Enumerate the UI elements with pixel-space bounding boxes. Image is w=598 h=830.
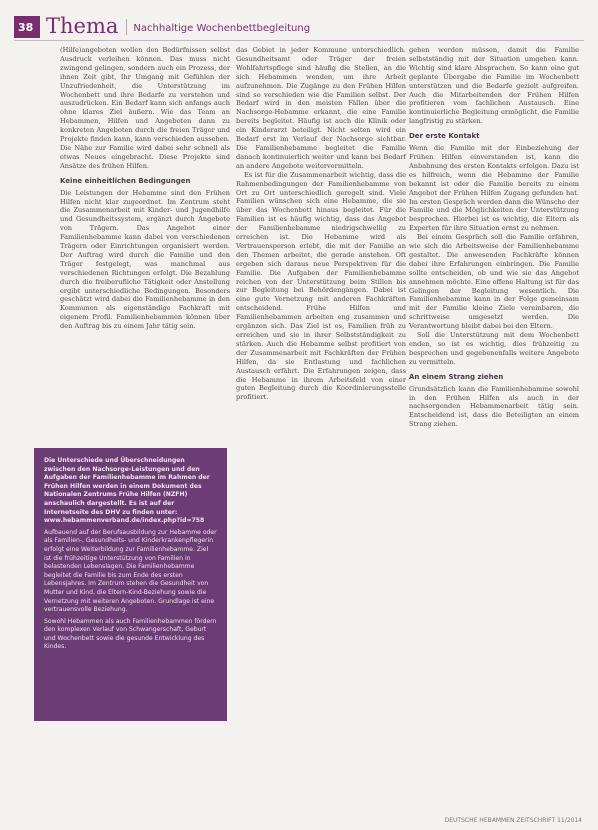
info-paragraph: Sowohl Hebammen als auch Familienhebammen fördern den komplexen Verlauf von Schwangerschaft, Geburt und Wochenbett sowie die gesunde Entwicklung des Kindes. bbox=[44, 617, 217, 651]
subheading: Der erste Kontakt bbox=[409, 132, 480, 141]
subheading: Keine einheitlichen Bedingungen bbox=[60, 176, 191, 185]
column-1 bbox=[60, 46, 230, 331]
column-2 bbox=[236, 46, 406, 402]
paragraph: Grundsätzlich kann die Familienhebamme sowohl in den Frühen Hilfen als auch in der nachsorgenden Hebammenarbeit tätig sein. Entscheidend ist, dass die Beteiligten an einem Strang ziehen. bbox=[409, 384, 579, 429]
paragraph: Es ist für die Zusammenarbeit wichtig, dass die Rahmenbedingungen der Familienhebamme von Ort zu Ort unterschiedlich geregelt sind. Viele Familien wünschen sich eine Hebamme, die sie über das Wochenbett hinaus begleitet. Für die Familien ist es häufig wichtig, dass das Angebot der Familienhebamme niedrigschwellig zu erreichen ist. Die Hebamme wird als Vertrauensperson erlebt, die mit der Familie an den Themen arbeitet, die gerade anstehen. Oft ergeben sich daraus neue Perspektiven für die Familie. Die Aufgaben der Familienhebamme reichen von der Unterstützung beim Stillen bis zur Begleitung bei Behördengängen. Dabei ist eine gute Vernetzung mit anderen Fachkräften entscheidend. Frühe Hilfen und Familienhebammen arbeiten eng zusammen und ergänzen sich. Das Ziel ist es, Familien früh zu erreichen und sie in ihrer Selbstständigkeit zu stärken. Auch die Hebamme selbst profitiert von der Zusammenarbeit mit Fachkräften der Frühen Hilfen, da sie Entlastung und fachlichen Austausch erfährt. Die Erfahrungen zeigen, dass die Hebamme in ihrem Arbeitsfeld von einer guten Begleitung durch die Koordinierungsstelle profitiert. bbox=[236, 170, 406, 402]
info-paragraph: Aufbauend auf der Berufsausbildung zur Hebamme oder als Familien-, Gesundheits- und Kinderkrankenpflegerin erfolgt eine Weiterbildung zur Familienhebamme. Ziel ist die frühzeitige Unterstützung von Familien in belastenden Lebenslagen. Die Familienhebamme begleitet die Familie bis zum Ende des ersten Lebensjahres. Im Zentrum stehen die Gesundheit von Mutter und Kind, die Eltern-Kind-Beziehung sowie die Vernetzung mit weiteren Angeboten. Grundlage ist eine vertrauensvolle Beziehung. bbox=[44, 528, 217, 614]
page-number: 38 bbox=[14, 16, 40, 38]
info-box bbox=[34, 448, 227, 721]
page-footer: DEUTSCHE HEBAMMEN ZEITSCHRIFT 11/2014 bbox=[444, 817, 582, 824]
header-rule bbox=[14, 40, 584, 41]
column-3 bbox=[409, 46, 579, 429]
subheading: An einem Strang ziehen bbox=[409, 372, 504, 381]
page-header bbox=[14, 8, 584, 38]
paragraph: Die Leistungen der Hebamme sind den Frühen Hilfen nicht klar zugeordnet. Im Zentrum steht die Zusammenarbeit mit Kinder- und Jugendhilfe und Gesundheitssystem, ergänzt durch Angebote von Trägern. Das Angebot einer Familienhebamme kann dabei von verschiedenen Trägern oder Einrichtungen organisiert werden. Der Auftrag wird durch die Familie und den Träger festgelegt, was manchmal aus verschiedenen Richtungen erfolgt. Die Bezahlung durch die freiberufliche Tätigkeit oder Anstellung ergibt unterschiedliche Bedingungen. Besonders geschätzt wird dabei die Familienhebamme in den Kommunen als eigenständige Fachkraft mit eigenem Profil. Familienhebammen können über den Auftrag bis zu einem Jahr tätig sein. bbox=[60, 188, 230, 331]
subsection-title: Nachhaltige Wochenbettbegleitung bbox=[133, 23, 311, 34]
paragraph: das Gebiet in jeder Kommune unterschiedlich. Gesundheitsamt oder Träger der freien Wohlfahrtspflege sind häufig die Stellen, an die sich Hebammen wenden, um ihre Arbeit aufzunehmen. Die Zugänge zu den Frühen Hilfen sind so verschieden wie die Familien selbst. Der Bedarf wird in den meisten Fällen über die Nachsorge-Hebamme erkannt, die eine Familie bereits begleitet. Häufig ist auch die Klinik oder ein Kinderarzt beteiligt. Nicht selten wird ein Bedarf erst im Verlauf der Nachsorge sichtbar. Die Familienhebamme begleitet die Familie danach kontinuierlich weiter und kann bei Bedarf an andere Angebote weitervermitteln. bbox=[236, 46, 406, 170]
section-title: Thema bbox=[46, 14, 119, 38]
header-divider bbox=[126, 19, 127, 35]
paragraph: geben werden müssen, damit die Familie selbstständig mit der Situation umgehen kann. Wichtig sind klare Absprachen. So kann eine gut geplante Übergabe die Familie im Wochenbett unterstützen und die Bedarfe gezielt aufgreifen. Auch die Mitarbeitenden der Frühen Hilfen profitieren vom fachlichen Austausch. Eine kontinuierliche Begleitung ermöglicht, die Familie langfristig zu stärken. bbox=[409, 46, 579, 126]
paragraph: Wenn die Familie mit der Einbeziehung der Frühen Hilfen einverstanden ist, kann die Anbahnung des ersten Kontakts erfolgen. Dazu ist es hilfreich, wenn die Hebamme der Familie bekannt ist oder die Familie bereits zu einem Angebot der Frühen Hilfen Zugang gefunden hat. Im ersten Gespräch werden dann die Wünsche der Familie und die Möglichkeiten der Unterstützung besprochen. Hierbei ist es wichtig, die Eltern als Experten für ihre Situation ernst zu nehmen. bbox=[409, 144, 580, 233]
paragraph: Soll die Unterstützung mit dem Wochenbett enden, so ist es wichtig, dies frühzeitig zu besprechen und gegebenenfalls weitere Angebote zu vermitteln. bbox=[409, 331, 579, 366]
paragraph: (Hilfe)angeboten wollen den Bedürfnissen selbst Ausdruck verleihen können. Das muss nicht zwingend gelingen, sondern auch ein Prozess, der ihnen Zeit gibt, Ihr Umgang mit Gefühlen der Unzufriedenheit, die Unterstützung im Wochenbett und ihre Bedarfe zu verstehen und auszudrücken. Ein Bedarf kann sich anfangs auch ohne klares Ziel äußern. Wie das Team an Hebammen, Hilfen und Angeboten dann zu konkreten Angeboten durch die freien Träger und Projekte finden kann, kann verschieden aussehen. Die Nähe zur Familie wird dabei sehr schnell als etwas Neues eingebracht. Diese Projekte sind Ansätze des frühen Hilfen. bbox=[60, 46, 230, 170]
paragraph: Bei einem Gespräch soll die Familie erfahren, wie sich die Arbeitsweise der Familienhebamme gestaltet. Die anwesenden Fachkräfte können dabei ihre Erfahrungen einbringen. Die Familie sollte entscheiden, ob und wie sie das Angebot annehmen möchte. Eine offene Haltung ist für das Gelingen der Begleitung wesentlich. Die Familienhebamme kann in der Folge gemeinsam mit der Familie kleine Ziele vereinbaren, die schrittweise umgesetzt werden. Die Verantwortung bleibt dabei bei den Eltern. bbox=[409, 233, 579, 331]
info-paragraph: Die Unterschiede und Überschneidungen zwischen den Nachsorge-Leistungen und den Aufgaben der Familienhebamme im Rahmen der Frühen Hilfen werden in einem Dokument des Nationalen Zentrums Frühe Hilfen (NZFH) anschaulich dargestellt. Es ist auf der Internetseite des DHV zu finden unter: www.hebammenverband.de/index.php?id=758 bbox=[44, 457, 210, 525]
